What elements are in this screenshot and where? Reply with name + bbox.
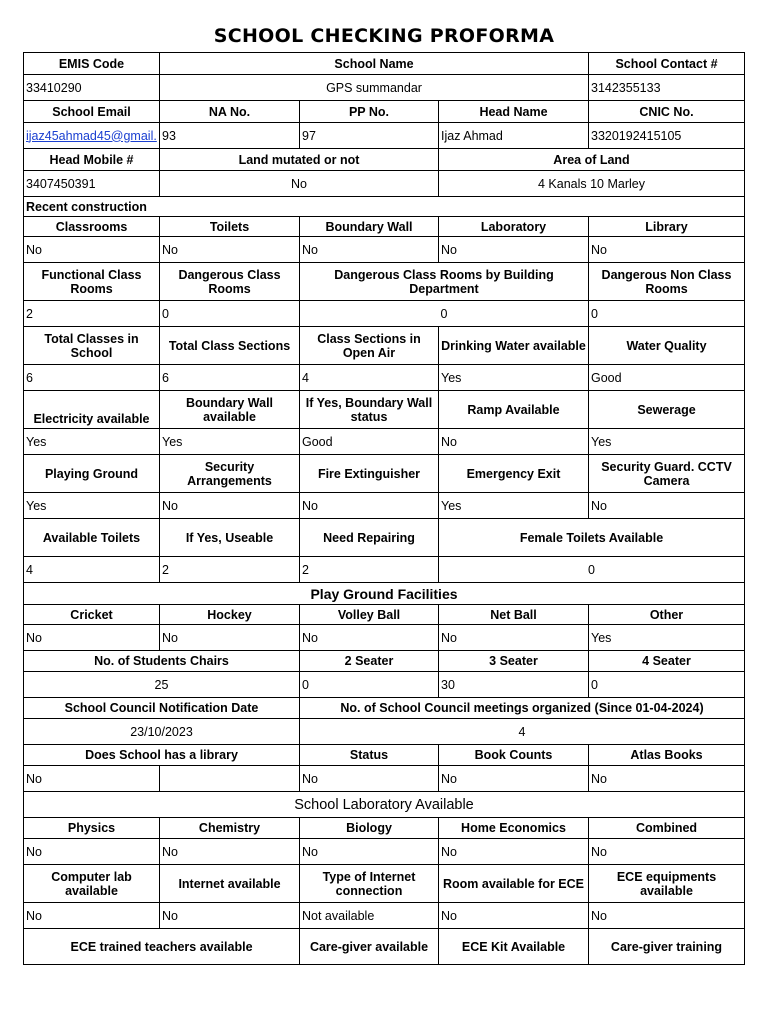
school-laboratory-heading: School Laboratory Available bbox=[24, 792, 745, 818]
female-toilets-label: Female Toilets Available bbox=[439, 519, 745, 557]
useable-toilets-label: If Yes, Useable bbox=[160, 519, 300, 557]
library-status-label: Status bbox=[300, 745, 439, 766]
dangerous-class-rooms-label: Dangerous Class Rooms bbox=[160, 263, 300, 301]
total-classes-label: Total Classes in School bbox=[24, 327, 160, 365]
table-row bbox=[24, 493, 745, 519]
emergency-exit-value: Yes bbox=[439, 493, 589, 519]
computer-lab-label: Computer lab available bbox=[24, 865, 160, 903]
table-row bbox=[24, 583, 745, 605]
land-mutated-label: Land mutated or not bbox=[160, 149, 439, 171]
total-classes-value: 6 bbox=[24, 365, 160, 391]
table-row bbox=[24, 455, 745, 493]
na-no-label: NA No. bbox=[160, 101, 300, 123]
open-air-sections-label: Class Sections in Open Air bbox=[300, 327, 439, 365]
emergency-exit-label: Emergency Exit bbox=[439, 455, 589, 493]
head-name-value: Ijaz Ahmad bbox=[439, 123, 589, 149]
four-seater-value: 0 bbox=[589, 672, 745, 698]
table-row bbox=[24, 605, 745, 625]
emis-code-value: 33410290 bbox=[24, 75, 160, 101]
dangerous-rooms-building-dept-label: Dangerous Class Rooms by Building Department bbox=[300, 263, 589, 301]
table-row bbox=[24, 217, 745, 237]
table-row bbox=[24, 75, 745, 101]
council-meetings-label: No. of School Council meetings organized (Since 01-04-2024) bbox=[300, 698, 745, 719]
classrooms-label: Classrooms bbox=[24, 217, 160, 237]
atlas-books-value: No bbox=[589, 766, 745, 792]
page-title: SCHOOL CHECKING PROFORMA bbox=[213, 25, 555, 47]
internet-available-value: No bbox=[160, 903, 300, 929]
two-seater-label: 2 Seater bbox=[300, 651, 439, 672]
table-row bbox=[24, 792, 745, 818]
drinking-water-value: Yes bbox=[439, 365, 589, 391]
library-available-label: Does School has a library bbox=[24, 745, 300, 766]
table-row bbox=[24, 263, 745, 301]
school-name-value: GPS summandar bbox=[160, 75, 589, 101]
internet-available-label: Internet available bbox=[160, 865, 300, 903]
table-row bbox=[24, 818, 745, 839]
electricity-value: Yes bbox=[24, 429, 160, 455]
classrooms-value: No bbox=[24, 237, 160, 263]
total-class-sections-label: Total Class Sections bbox=[160, 327, 300, 365]
library-blank-value bbox=[160, 766, 300, 792]
table-row bbox=[24, 327, 745, 365]
combined-label: Combined bbox=[589, 818, 745, 839]
school-email-cell bbox=[24, 123, 160, 149]
table-row bbox=[24, 101, 745, 123]
book-counts-label: Book Counts bbox=[439, 745, 589, 766]
total-class-sections-value: 6 bbox=[160, 365, 300, 391]
table-row bbox=[24, 865, 745, 903]
chemistry-label: Chemistry bbox=[160, 818, 300, 839]
functional-class-rooms-label: Functional Class Rooms bbox=[24, 263, 160, 301]
dangerous-class-rooms-value: 0 bbox=[160, 301, 300, 327]
dangerous-non-class-rooms-label: Dangerous Non Class Rooms bbox=[589, 263, 745, 301]
cnic-no-value: 3320192415105 bbox=[589, 123, 745, 149]
security-guard-cctv-label: Security Guard. CCTV Camera bbox=[589, 455, 745, 493]
students-chairs-value: 25 bbox=[24, 672, 300, 698]
care-giver-available-label: Care-giver available bbox=[300, 929, 439, 965]
toilets-value: No bbox=[160, 237, 300, 263]
dangerous-non-class-rooms-value: 0 bbox=[589, 301, 745, 327]
playing-ground-value: Yes bbox=[24, 493, 160, 519]
library-available-value: No bbox=[24, 766, 160, 792]
sewerage-label: Sewerage bbox=[589, 391, 745, 429]
three-seater-label: 3 Seater bbox=[439, 651, 589, 672]
emis-code-label: EMIS Code bbox=[24, 53, 160, 75]
functional-class-rooms-value: 2 bbox=[24, 301, 160, 327]
volley-ball-value: No bbox=[300, 625, 439, 651]
need-repairing-label: Need Repairing bbox=[300, 519, 439, 557]
care-giver-training-label: Care-giver training bbox=[589, 929, 745, 965]
security-guard-cctv-value: No bbox=[589, 493, 745, 519]
laboratory-label: Laboratory bbox=[439, 217, 589, 237]
proforma-table bbox=[23, 52, 745, 965]
fire-extinguisher-label: Fire Extinguisher bbox=[300, 455, 439, 493]
table-row bbox=[24, 123, 745, 149]
library-value: No bbox=[589, 237, 745, 263]
toilets-label: Toilets bbox=[160, 217, 300, 237]
three-seater-value: 30 bbox=[439, 672, 589, 698]
ece-kit-label: ECE Kit Available bbox=[439, 929, 589, 965]
boundary-wall-status-label: If Yes, Boundary Wall status bbox=[300, 391, 439, 429]
boundary-wall-available-value: Yes bbox=[160, 429, 300, 455]
computer-lab-value: No bbox=[24, 903, 160, 929]
students-chairs-label: No. of Students Chairs bbox=[24, 651, 300, 672]
ece-room-label: Room available for ECE bbox=[439, 865, 589, 903]
book-counts-value: No bbox=[439, 766, 589, 792]
dangerous-rooms-building-dept-value: 0 bbox=[300, 301, 589, 327]
table-row bbox=[24, 625, 745, 651]
internet-type-value: Not available bbox=[300, 903, 439, 929]
library-status-value: No bbox=[300, 766, 439, 792]
ece-trained-teachers-label: ECE trained teachers available bbox=[24, 929, 300, 965]
table-row bbox=[24, 557, 745, 583]
council-notification-date-value: 23/10/2023 bbox=[24, 719, 300, 745]
table-row bbox=[24, 301, 745, 327]
fire-extinguisher-value: No bbox=[300, 493, 439, 519]
area-of-land-label: Area of Land bbox=[439, 149, 745, 171]
ece-equipments-value: No bbox=[589, 903, 745, 929]
head-mobile-value: 3407450391 bbox=[24, 171, 160, 197]
school-email-link[interactable]: ijaz45ahmad45@gmail. bbox=[26, 128, 157, 143]
table-row bbox=[24, 391, 745, 429]
home-economics-value: No bbox=[439, 839, 589, 865]
head-mobile-label: Head Mobile # bbox=[24, 149, 160, 171]
cnic-no-label: CNIC No. bbox=[589, 101, 745, 123]
school-contact-label: School Contact # bbox=[589, 53, 745, 75]
boundary-wall-available-label: Boundary Wall available bbox=[160, 391, 300, 429]
ece-room-value: No bbox=[439, 903, 589, 929]
table-row bbox=[24, 745, 745, 766]
council-meetings-value: 4 bbox=[300, 719, 745, 745]
school-email-label: School Email bbox=[24, 101, 160, 123]
pp-no-value: 97 bbox=[300, 123, 439, 149]
combined-value: No bbox=[589, 839, 745, 865]
table-row bbox=[24, 839, 745, 865]
area-of-land-value: 4 Kanals 10 Marley bbox=[439, 171, 745, 197]
security-arrangements-label: Security Arrangements bbox=[160, 455, 300, 493]
biology-value: No bbox=[300, 839, 439, 865]
table-row bbox=[24, 365, 745, 391]
other-label: Other bbox=[589, 605, 745, 625]
playing-ground-label: Playing Ground bbox=[24, 455, 160, 493]
table-row bbox=[24, 651, 745, 672]
ramp-label: Ramp Available bbox=[439, 391, 589, 429]
available-toilets-label: Available Toilets bbox=[24, 519, 160, 557]
boundary-wall-value: No bbox=[300, 237, 439, 263]
table-row bbox=[24, 171, 745, 197]
security-arrangements-value: No bbox=[160, 493, 300, 519]
available-toilets-value: 4 bbox=[24, 557, 160, 583]
table-row bbox=[24, 929, 745, 965]
table-row bbox=[24, 698, 745, 719]
water-quality-label: Water Quality bbox=[589, 327, 745, 365]
chemistry-value: No bbox=[160, 839, 300, 865]
boundary-wall-status-value: Good bbox=[300, 429, 439, 455]
table-row bbox=[24, 197, 745, 217]
library-label: Library bbox=[589, 217, 745, 237]
two-seater-value: 0 bbox=[300, 672, 439, 698]
table-row bbox=[24, 672, 745, 698]
land-mutated-value: No bbox=[160, 171, 439, 197]
female-toilets-value: 0 bbox=[439, 557, 745, 583]
na-no-value: 93 bbox=[160, 123, 300, 149]
four-seater-label: 4 Seater bbox=[589, 651, 745, 672]
drinking-water-label: Drinking Water available bbox=[439, 327, 589, 365]
hockey-value: No bbox=[160, 625, 300, 651]
table-row bbox=[24, 429, 745, 455]
table-row bbox=[24, 53, 745, 75]
play-ground-facilities-heading: Play Ground Facilities bbox=[24, 583, 745, 605]
head-name-label: Head Name bbox=[439, 101, 589, 123]
electricity-label: Electricity available bbox=[24, 391, 160, 429]
recent-construction-heading: Recent construction bbox=[24, 197, 745, 217]
water-quality-value: Good bbox=[589, 365, 745, 391]
internet-type-label: Type of Internet connection bbox=[300, 865, 439, 903]
table-row bbox=[24, 903, 745, 929]
boundary-wall-label: Boundary Wall bbox=[300, 217, 439, 237]
table-row bbox=[24, 719, 745, 745]
laboratory-value: No bbox=[439, 237, 589, 263]
school-contact-value: 3142355133 bbox=[589, 75, 745, 101]
net-ball-label: Net Ball bbox=[439, 605, 589, 625]
sewerage-value: Yes bbox=[589, 429, 745, 455]
cricket-label: Cricket bbox=[24, 605, 160, 625]
atlas-books-label: Atlas Books bbox=[589, 745, 745, 766]
other-value: Yes bbox=[589, 625, 745, 651]
net-ball-value: No bbox=[439, 625, 589, 651]
pp-no-label: PP No. bbox=[300, 101, 439, 123]
biology-label: Biology bbox=[300, 818, 439, 839]
ece-equipments-label: ECE equipments available bbox=[589, 865, 745, 903]
volley-ball-label: Volley Ball bbox=[300, 605, 439, 625]
school-name-label: School Name bbox=[160, 53, 589, 75]
useable-toilets-value: 2 bbox=[160, 557, 300, 583]
physics-value: No bbox=[24, 839, 160, 865]
home-economics-label: Home Economics bbox=[439, 818, 589, 839]
hockey-label: Hockey bbox=[160, 605, 300, 625]
table-row bbox=[24, 766, 745, 792]
physics-label: Physics bbox=[24, 818, 160, 839]
need-repairing-value: 2 bbox=[300, 557, 439, 583]
council-notification-date-label: School Council Notification Date bbox=[24, 698, 300, 719]
open-air-sections-value: 4 bbox=[300, 365, 439, 391]
table-row bbox=[24, 149, 745, 171]
table-row bbox=[24, 237, 745, 263]
cricket-value: No bbox=[24, 625, 160, 651]
ramp-value: No bbox=[439, 429, 589, 455]
table-row bbox=[24, 519, 745, 557]
